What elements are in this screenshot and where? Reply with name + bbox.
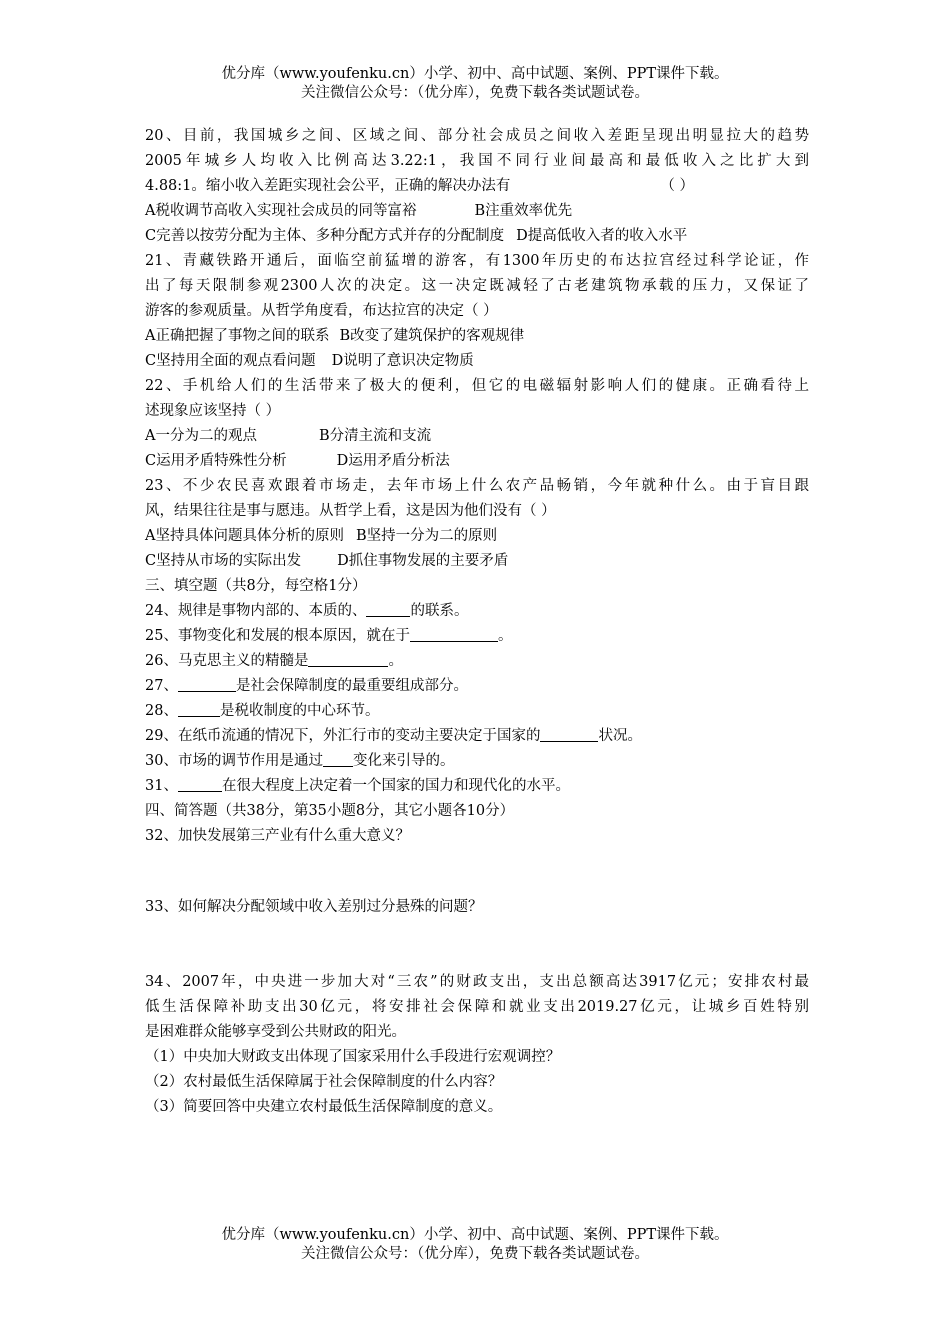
q20-line-3 [145,174,809,199]
footer-line-2: 关注微信公众号：（优分库），免费下载各类试题试卷。 [301,1246,649,1262]
q29-text-after: 状况。 [598,728,642,744]
q28 [145,699,809,724]
q29-text-before: 29、在纸币流通的情况下，外汇行市的变动主要决定于国家的 [145,728,541,744]
page-header [0,65,950,103]
q34-line-1: 34、2007年，中央进一步加大对“三农”的财政支出，支出总额高达3917亿元；安排农村最 [145,974,809,990]
q23-option-d: D抓住事物发展的主要矛盾 [337,553,509,569]
q28-blank[interactable] [178,701,220,717]
q26-text-after: 。 [388,653,403,669]
q20-option-c: C完善以按劳分配为主体、多种分配方式并存的分配制度 [145,228,505,244]
q26-text-before: 26、马克思主义的精髓是 [145,653,309,669]
q25-text-before: 25、事物变化和发展的根本原因，就在于 [145,628,410,644]
q34-line-3: 是困难群众能够享受到公共财政的阳光。 [145,1024,406,1040]
q20-options-cd [145,224,809,249]
q31-text-before: 31、 [145,778,178,794]
q28-text-after: 是税收制度的中心环节。 [219,703,380,719]
q34-sub-2: （2）农村最低生活保障属于社会保障制度的什么内容？ [145,1074,503,1090]
q24 [145,599,809,624]
q31-text-after: 在很大程度上决定着一个国家的国力和现代化的水平。 [221,778,570,794]
q28-text-before: 28、 [145,703,178,719]
q29-blank[interactable] [540,726,598,742]
q22-option-c: C运用矛盾特殊性分析 [145,453,287,469]
q30 [145,749,809,774]
q33: 33、如何解决分配领域中收入差别过分悬殊的问题？ [145,899,483,915]
q27-text-before: 27、 [145,678,178,694]
q21-line-2: 出了每天限制参观2300人次的决定。这一决定既减轻了古老建筑物承载的压力，又保证了 [145,278,809,294]
q21-line-1: 21、青藏铁路开通后，面临空前猛增的游客，有1300年历史的布达拉宫经过科学论证，作 [145,253,809,269]
q22-option-a: A一分为二的观点 [145,428,257,444]
q27-text-after: 是社会保障制度的最重要组成部分。 [235,678,468,694]
q20-option-d: D提高低收入者的收入水平 [516,228,688,244]
q33-answer-space [145,920,809,970]
q25-blank[interactable] [410,626,498,642]
q22-line-2: 述现象应该坚持（ ） [145,403,281,419]
q22-options-ab [145,424,809,449]
section-4-title: 四、简答题（共38分，第35小题8分，其它小题各10分） [145,803,515,819]
q26-blank[interactable] [308,651,388,667]
q20-options-ab [145,199,809,224]
footer-line-1: 优分库（www.youfenku.cn）小学、初中、高中试题、案例、PPT课件下载。 [221,1227,729,1243]
q22-option-d: D运用矛盾分析法 [336,453,450,469]
q24-text-after: 的联系。 [410,603,469,619]
q23-options-cd [145,549,809,574]
q23-option-c: C坚持从市场的实际出发 [145,553,302,569]
exam-body [145,124,809,1120]
q20-line-1: 20、目前，我国城乡之间、区域之间、部分社会成员之间收入差距呈现出明显拉大的趋势 [145,128,809,144]
q31-blank[interactable] [178,776,222,792]
q25-text-after: 。 [497,628,513,644]
q29 [145,724,809,749]
q21-options-ab [145,324,809,349]
q31 [145,774,809,799]
q20-answer-paren: （ ） [660,178,695,194]
q25 [145,624,809,649]
q30-blank[interactable] [323,751,353,767]
q21-option-a: A正确把握了事物之间的联系 [145,328,330,344]
q27 [145,674,809,699]
q23-line-1: 23、不少农民喜欢跟着市场走，去年市场上什么农产品畅销，今年就种什么。由于盲目跟 [145,478,809,494]
q27-blank[interactable] [178,676,236,692]
q34-line-2: 低生活保障补助支出30亿元，将安排社会保障和就业支出2019.27亿元，让城乡百姓特别 [145,999,809,1015]
q23-line-2: 风，结果往往是事与愿违。从哲学上看，这是因为他们没有（ ） [145,503,556,519]
q26 [145,649,809,674]
q32-answer-space [145,849,809,895]
q23-options-ab [145,524,809,549]
q21-option-c: C坚持用全面的观点看问题 [145,353,316,369]
q20-line-2: 2005年城乡人均收入比例高达3.22:1，我国不同行业间最高和最低收入之比扩大到 [145,153,809,169]
q24-blank[interactable] [366,601,410,617]
q23-option-b: B坚持一分为二的原则 [355,528,498,544]
section-3-title: 三、填空题（共8分，每空格1分） [145,578,367,594]
q20-stem-end: 4.88:1。缩小收入差距实现社会公平，正确的解决办法有 [145,178,511,194]
header-line-1: 优分库（www.youfenku.cn）小学、初中、高中试题、案例、PPT课件下载。 [221,66,729,82]
q22-line-1: 22、手机给人们的生活带来了极大的便利，但它的电磁辐射影响人们的健康。正确看待上 [145,378,809,394]
q30-text-after: 变化来引导的。 [352,753,455,769]
q34-sub-1: （1）中央加大财政支出体现了国家采用什么手段进行宏观调控？ [145,1049,561,1065]
page-footer [0,1226,950,1264]
q20-option-a: A税收调节高收入实现社会成员的同等富裕 [145,203,417,219]
q22-option-b: B分清主流和支流 [318,428,432,444]
q21-line-3: 游客的参观质量。从哲学角度看，布达拉宫的决定（ ） [145,303,498,319]
q20-option-b: B注重效率优先 [474,203,573,219]
q24-text-before: 24、规律是事物内部的、本质的、 [145,603,367,619]
q21-option-b: B改变了建筑保护的客观规律 [339,328,525,344]
q34-sub-3: （3）简要回答中央建立农村最低生活保障制度的意义。 [145,1099,503,1115]
header-line-2: 关注微信公众号：（优分库），免费下载各类试题试卷。 [301,85,649,101]
q23-option-a: A坚持具体问题具体分析的原则 [145,528,344,544]
q30-text-before: 30、市场的调节作用是通过 [145,753,323,769]
q21-option-d: D说明了意识决定物质 [331,353,474,369]
q22-options-cd [145,449,809,474]
q21-options-cd [145,349,809,374]
q32: 32、加快发展第三产业有什么重大意义？ [145,828,410,844]
